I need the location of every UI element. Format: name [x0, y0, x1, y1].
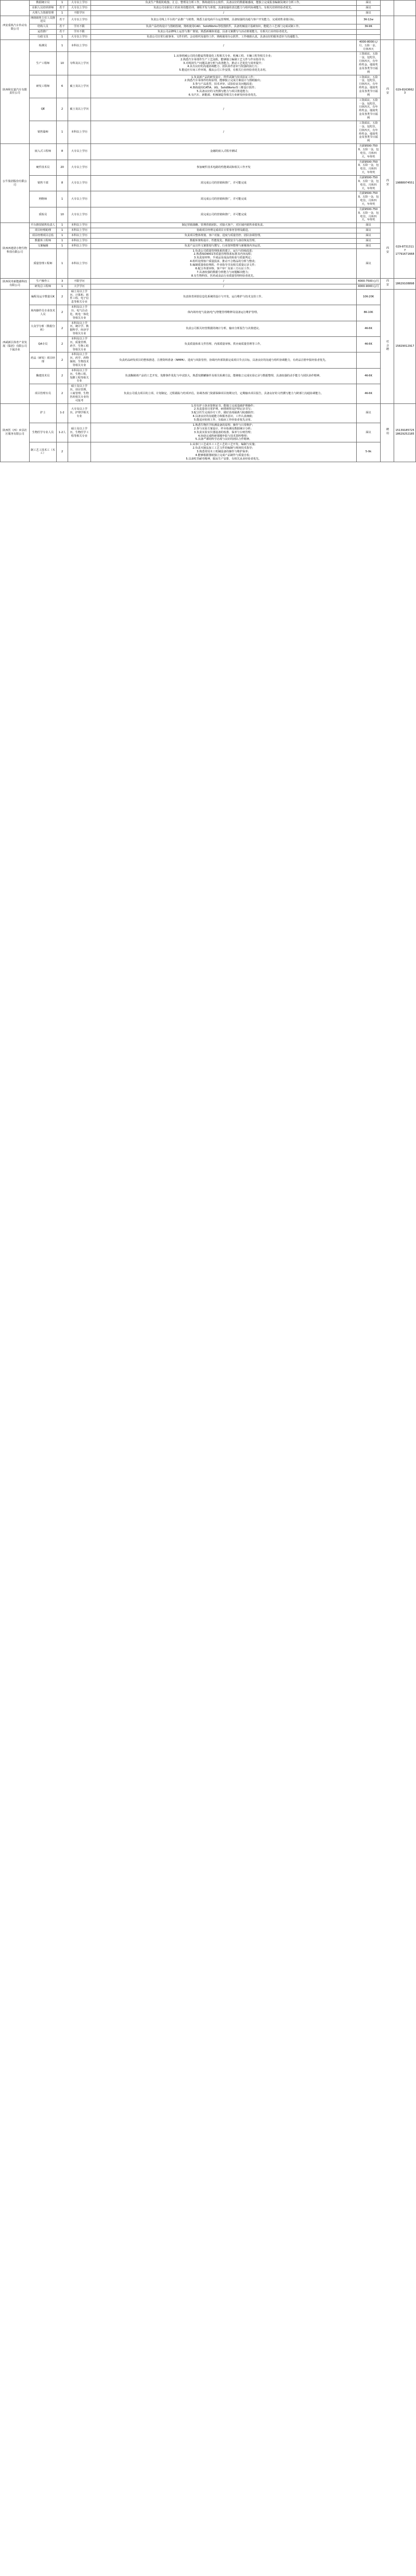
- work-location-cell: 西安: [381, 144, 394, 223]
- salary-cell: [357, 35, 381, 40]
- education-requirement-cell: 大专以上学历: [68, 1, 91, 6]
- headcount-cell: 2: [57, 368, 68, 384]
- table-row: [1, 423, 416, 442]
- headcount-cell: 1-2人: [57, 423, 68, 442]
- salary-cell: 面议: [357, 238, 381, 243]
- headcount-cell: 1: [57, 10, 68, 16]
- job-description-cell: 需完成公司的营销和推广，并可能完成: [91, 175, 357, 191]
- table-row: [1, 284, 416, 289]
- table-row: [1, 279, 416, 284]
- job-title-cell: 网络销售主任人员推送员: [30, 16, 57, 24]
- company-name-cell: 陕西同舟新能源科技有限公司: [1, 279, 30, 289]
- work-location-cell: 社会聘: [381, 289, 394, 403]
- salary-cell: 3K-12w: [357, 16, 381, 24]
- headcount-cell: 1: [57, 1, 68, 6]
- table-row: [1, 144, 416, 160]
- headcount-cell: 2: [57, 442, 68, 462]
- job-title-cell: 项目经理助理: [30, 228, 57, 233]
- job-title-cell: 数据统计员: [30, 1, 57, 6]
- salary-cell: 8K-10K: [357, 305, 381, 321]
- table-row: [1, 403, 416, 423]
- job-title-cell: 销售干部: [30, 175, 57, 191]
- education-requirement-cell: 大专以上学历: [68, 144, 91, 160]
- job-title-cell: 生产操作工: [30, 279, 57, 284]
- table-row: [1, 10, 416, 16]
- job-description-cell: /: [91, 40, 357, 52]
- table-row: [1, 175, 416, 191]
- salary-cell: 4K-6K: [357, 368, 381, 384]
- table-row: [1, 305, 416, 321]
- job-description-cell: 负责产品宣传文案策划与撰写、行业资料整理与新媒体内容运营。: [91, 243, 357, 249]
- headcount-cell: 2: [57, 305, 68, 321]
- salary-cell: 面议: [357, 233, 381, 238]
- job-description-cell: 参加硬件技术电路的性能调试和相关工作开发: [91, 160, 357, 175]
- education-requirement-cell: 本科以上学历: [68, 238, 91, 243]
- job-title-cell: 行政文员: [30, 35, 57, 40]
- job-description-cell: 负责公司日常行政事务、文件归档、会议组织及接待工作，熟练使用办公软件，工作细致认真，具备良好的服务意识与沟通能力。: [91, 35, 357, 40]
- table-row: [1, 249, 416, 279]
- education-requirement-cell: 大专以上学历: [68, 16, 91, 24]
- education-requirement-cell: 硕士及以上学历、计算机、软件工程、电子信息等相关专业: [68, 289, 91, 305]
- education-requirement-cell: [68, 442, 91, 462]
- job-description-cell: 数据库架构设计、性能优化、数据安全与备份恢复管理。: [91, 238, 357, 243]
- salary-cell: 5-9k: [357, 442, 381, 462]
- table-row: [1, 121, 416, 143]
- education-requirement-cell: 不限学历: [68, 10, 91, 16]
- table-row: [1, 289, 416, 305]
- job-description-cell: 负责体育场馆信息化系统的设计与开发、运行维护与技术支持工作。: [91, 289, 357, 305]
- job-title-cell: 结构人员: [30, 24, 57, 30]
- headcount-cell: 3: [57, 279, 68, 284]
- job-description-cell: /: [91, 279, 357, 284]
- job-title-cell: QA专员: [30, 337, 57, 352]
- job-description-cell: 1.负责公司质量管理体系的建立、运行与持续改进； 2.熟悉ISO9001等质量管理体系标准及内审流程； 3.负责原材料、半成品及成品的检验与质量判定； 4.组织处理客户质量投诉，推动不合格品的分析与整改； 5.编制质量检验规程、作业指导书及相关质量记录文件； 6.配合外部审核、客户审厂及第三方认证工作； 7.具备较强的数据分析能力与问题解决能力； 8.有生物科技、医药或食品行业质量管理经验者优先。: [91, 249, 357, 279]
- salary-cell: 4000-7500元/月: [357, 279, 381, 284]
- company-name-cell: 公牛集团股份有限公司: [1, 144, 30, 223]
- job-description-cell: 负责酶制剂产品的工艺开发、发酵条件优化与中试放大，熟悉发酵罐操作及相关检测方法，能够独立完成实验记录与数据整理，具备较强的动手能力与团队协作精神。: [91, 368, 357, 384]
- table-row: [1, 35, 416, 40]
- company-name-cell: 陕西医（西）乡县社区服务有限公司: [1, 403, 30, 462]
- job-description-cell: 负责药品研发项目的整体推进、注册资料准备（NMPA）、进度与风险管控，协调内外部资源完成项目节点目标，具备良好的沟通与组织协调能力，有药品注册申报经验者优先。: [91, 352, 357, 368]
- education-requirement-cell: 本科以上学历: [68, 249, 91, 279]
- salary-cell: 工资面议，五险一金，包吃住，月休四天，有年终奖金、绩效奖金及各类节日福利: [357, 98, 381, 121]
- job-title-cell: 护士: [30, 403, 57, 423]
- education-requirement-cell: 硕士及以上学历: [68, 98, 91, 121]
- salary-cell: 10K-20K: [357, 289, 381, 305]
- table-row: [1, 5, 416, 10]
- headcount-cell: 8: [57, 175, 68, 191]
- table-row: [1, 16, 416, 24]
- work-location-cell: [381, 16, 394, 40]
- table-row: [1, 191, 416, 207]
- education-requirement-cell: 硕士及以上学历: [68, 75, 91, 98]
- salary-cell: 月薪9500-7500，五险一金，包吃住，月休四天，年终奖: [357, 144, 381, 160]
- salary-cell: 工资面议，五险一金，包吃住，月休四天，有年终奖金、绩效奖金及各类节日福利: [357, 121, 381, 143]
- education-requirement-cell: 本科及以上学历，质量管理、药学、生物工程等相关专业: [68, 337, 91, 352]
- education-requirement-cell: 大专及以上学历，护理学相关专业: [68, 403, 91, 423]
- table-row: [1, 52, 416, 75]
- job-description-cell: /: [91, 121, 357, 143]
- headcount-cell: 1: [57, 249, 68, 279]
- headcount-cell: 2: [57, 352, 68, 368]
- table-row: [1, 243, 416, 249]
- education-requirement-cell: 硕士及以上学历，生物医学工程等相关专业: [68, 423, 91, 442]
- education-requirement-cell: 大专以上学历: [68, 5, 91, 10]
- job-title-cell: 研发总工程师: [30, 284, 57, 289]
- salary-cell: 面议: [357, 10, 381, 16]
- job-title-cell: 硬件技术员: [30, 160, 57, 175]
- job-description-cell: 负责生产数据的收集、汇总、整理及分析工作，熟练使用办公软件，具备良好的数据敏感度，能独立完成报表编制及统计分析工作。: [91, 1, 357, 6]
- job-listing-table: [0, 0, 416, 462]
- headcount-cell: 若干: [57, 5, 68, 10]
- table-row: [1, 321, 416, 336]
- salary-cell: 月薪9500-7500，五险一金，包吃住，月休四天，年终奖: [357, 175, 381, 191]
- headcount-cell: 1: [57, 228, 68, 233]
- table-row: [1, 30, 416, 35]
- job-title-cell: 在职人员培训讲师: [30, 5, 57, 10]
- job-description-cell: 制定营销战略、管理营销团队、对接大客户，对区域内销售业绩负责。: [91, 223, 357, 228]
- education-requirement-cell: 大专以上学历: [68, 160, 91, 175]
- job-description-cell: 1.熟悉生物医学检测设备的原理、操作与日常维护； 2.参与实验方案设计、样本检测及数据统计分析； 3.负责实验室仪器设备的校准、保养与台账管理； 4.协助完成科研课题申报与技术资料整理； 5.具备严谨的科学态度与良好的团队合作精神。: [91, 423, 357, 442]
- job-title-cell: 质检员: [30, 207, 57, 223]
- company-name-cell: [1, 1, 30, 16]
- education-requirement-cell: 本科及以上学历，统计学、数据科学、经济学等相关专业: [68, 321, 91, 336]
- job-description-cell: 负责公司线上平台的产品推广与销售，熟悉主流电商平台运营规则，具备较强的沟通与客户开发能力，完成销售业绩目标。: [91, 16, 357, 24]
- education-requirement-cell: 本科以上学历: [68, 233, 91, 238]
- job-description-cell: 需完成公司的营销和推广，并可能完成: [91, 191, 357, 207]
- salary-cell: 4K-6K: [357, 321, 381, 336]
- company-name-cell: 陕西西建诺小物生物科技有限公司: [1, 223, 30, 279]
- salary-cell: 4000-8000元/月，五险一金，月休四天: [357, 40, 381, 52]
- headcount-cell: 1: [57, 238, 68, 243]
- salary-cell: 4K-6K: [357, 384, 381, 403]
- headcount-cell: 1: [57, 35, 68, 40]
- table-row: [1, 238, 416, 243]
- job-title-cell: 质量管理工程师: [30, 249, 57, 279]
- work-location-cell: 西安: [381, 279, 394, 289]
- table-row: [1, 24, 416, 30]
- headcount-cell: 1: [57, 223, 68, 228]
- contact-phone-cell[interactable]: 19888974551: [394, 144, 416, 223]
- job-title-cell: 生物医学专业人员: [30, 423, 57, 442]
- salary-cell: 月薪9500-7500，五险一金，包吃住，月休四天，年终奖: [357, 160, 381, 175]
- job-description-cell: 需完成公司的营销和推广，并可能完成: [91, 207, 357, 223]
- headcount-cell: 8: [57, 144, 68, 160]
- job-title-cell: 网格师: [30, 191, 57, 207]
- education-requirement-cell: 学历不限: [68, 30, 91, 35]
- table-row: [1, 228, 416, 233]
- job-description-cell: 负责质量体系文件管理、内部质量审核、供应商质量管理等工作。: [91, 337, 357, 352]
- table-row: [1, 223, 416, 228]
- job-description-cell: 1.从事门工艺或木工工艺工艺的工艺开发、编制与实施； 2.负责木制品加工工艺文件的编制与现场技术指导； 3.熟悉常用木工机械设备的操作与维护保养； 4.能够根据图纸独立完成产品制作与质量自检； 5.具备吃苦耐劳精神，服从生产安排，有相关从业经验者优先。: [91, 442, 357, 462]
- contact-phone-cell[interactable]: [394, 1, 416, 16]
- job-description-cell: 1.负责新产品的研发设计、样件试制与技术验证工作； 2.熟悉汽车零部件结构原理，能够独立完成方案设计与图纸输出； 3.参与产品选型、技术评审、试验验证及问题改进； 4.熟练使用CATIA、UG、SolidWorks等三维设计软件； 5.具备良好的文档撰写能力与项目推进能力； 6.有汽车、新能源、机械制造等相关行业研发经验者优先。: [91, 75, 357, 98]
- salary-cell: 4K-6K: [357, 337, 381, 352]
- company-name-cell: 西安重机汽车传动有限公司: [1, 16, 30, 40]
- job-description-cell: /: [91, 284, 357, 289]
- job-description-cell: 负责产品结构设计与图纸绘制，熟练使用CAD、SolidWorks等绘图软件，具备机械设计基础知识，能配合工艺部门完成试制工作。: [91, 24, 357, 30]
- headcount-cell: 1: [57, 243, 68, 249]
- job-listing-page: [0, 0, 416, 462]
- job-description-cell: 负责公司品牌线上运营与推广策划，熟悉新媒体渠道，具备文案撰写与活动策划能力，有相关行业经验者优先。: [91, 30, 357, 35]
- job-description-cell: 协助项目经理完成项目日常事务管理及跟进。: [91, 228, 357, 233]
- contact-phone-cell[interactable]: 18629108898: [394, 279, 416, 289]
- table-row: [1, 352, 416, 368]
- salary-cell: [357, 30, 381, 35]
- work-location-cell: [381, 1, 394, 16]
- headcount-cell: 若干: [57, 24, 68, 30]
- headcount-cell: 20: [57, 160, 68, 175]
- education-requirement-cell: 不限学历: [68, 279, 91, 284]
- headcount-cell: 1: [57, 284, 68, 289]
- headcount-cell: 若干: [57, 30, 68, 35]
- salary-cell: 3K-9K: [357, 24, 381, 30]
- job-description-cell: 1.持有护士执业资格证书，能独立完成基础护理操作； 2.负责患者日常护理、病情观察及护理记录书写； 3.配合医生完成诊疗工作，做好消毒隔离与院感防控； 4.具备良好的沟通能力和服务意识，工作认真细致； 5.能适应轮班工作，有临床工作经验者优先录用。: [91, 403, 357, 423]
- job-description-cell: 1.从事机械公司的功能属性能量化工程相关专业、机械工程、车辆工程等相关专业； 2.熟悉汽车零部件生产工艺流程，能够独立编制工艺文件与作业指导书； 3.对现场生产问题具备分析与改善能力，推动工艺优化与效率提升； 4.具有良好的沟通协调能力、团队协作意识与较强的执行力； 5.能适应车间工作环境，服从公司工作安排，有相关行业经验者优先录用。: [91, 52, 357, 75]
- contact-phone-cell[interactable]: 15829012917: [394, 289, 416, 403]
- headcount-cell: 2: [57, 321, 68, 336]
- headcount-cell: 6: [57, 75, 68, 98]
- job-title-cell: QE: [30, 98, 57, 121]
- job-title-cell: 文案编辑: [30, 243, 57, 249]
- job-description-cell: /: [91, 10, 357, 16]
- headcount-cell: 10: [57, 52, 68, 75]
- contact-phone-cell[interactable]: [394, 16, 416, 40]
- headcount-cell: 若干: [57, 16, 68, 24]
- job-description-cell: 负责项目整体规划、客户对接、进度与质量管控、团队协调管理。: [91, 233, 357, 238]
- headcount-cell: 2: [57, 384, 68, 403]
- education-requirement-cell: 本科及以上学历、电气自动化、机电一体化等相关专业: [68, 305, 91, 321]
- job-description-cell: 负责公司重点项目的立项、计划制定、过程跟踪与结项评估，协调各部门资源保障项目按期交付，定期输出项目报告，具备良好的文档撰写能力与跨部门沟通协调能力。: [91, 384, 357, 403]
- salary-cell: 4000-9000元/月: [357, 284, 381, 289]
- job-title-cell: 销售篇师: [30, 121, 57, 143]
- headcount-cell: 2: [57, 289, 68, 305]
- job-description-cell: 金融的嵌入式程序测试: [91, 144, 357, 160]
- headcount-cell: 2: [57, 337, 68, 352]
- job-title-cell: 酶建技术员: [30, 368, 57, 384]
- education-requirement-cell: 硕士及以上学历，项目管理、工商管理、生物医药相关专业均可报考: [68, 384, 91, 403]
- education-requirement-cell: 本科以上学历: [68, 228, 91, 233]
- contact-phone-cell[interactable]: 15139185725 18629252185: [394, 403, 416, 462]
- education-requirement-cell: 本科及以上学历，药学、药物制剂、生物技术等相关专业: [68, 352, 91, 368]
- education-requirement-cell: 大专以上学历: [68, 207, 91, 223]
- education-requirement-cell: 大专以上学历: [68, 191, 91, 207]
- contact-phone-cell[interactable]: 029-81636623: [394, 40, 416, 143]
- table-row: [1, 384, 416, 403]
- salary-cell: 工资面议，五险一金，包吃住，月休四天，有年终奖金、绩效奖金及各类节日福利: [357, 52, 381, 75]
- headcount-cell: 2: [57, 98, 68, 121]
- job-title-cell: 药品（研发）项目经理: [30, 352, 57, 368]
- table-row: [1, 98, 416, 121]
- job-title-cell: 数据库工程师: [30, 238, 57, 243]
- salary-cell: 月薪9500-7500，五险一金，包吃住，月休四天，年终奖: [357, 207, 381, 223]
- headcount-cell: 1: [57, 121, 68, 143]
- job-description-cell: 负责公司在职员工的业务技能培训、课程开发与讲授，具备较强的表达能力与组织协调能力，有相关培训经验者优先。: [91, 5, 357, 10]
- education-requirement-cell: 本科以上学历: [68, 40, 91, 52]
- company-name-cell: 西咸新区体育产业发展（集团）有限公司下属企业: [1, 289, 30, 403]
- job-title-cell: 大理人力资源管理: [30, 10, 57, 16]
- job-title-cell: 生产工程师: [30, 52, 57, 75]
- salary-cell: 面议: [357, 5, 381, 10]
- salary-cell: 工资面议，五险一金，包吃住，月休四天，有年终奖金、绩效奖金及各类节日福利: [357, 75, 381, 98]
- table-row: [1, 40, 416, 52]
- education-requirement-cell: 大专以上学历: [68, 35, 91, 40]
- salary-cell: 面议: [357, 228, 381, 233]
- table-row: [1, 368, 416, 384]
- job-title-cell: 大众学分析（数据分析）: [30, 321, 57, 336]
- work-location-cell: 西安: [381, 223, 394, 279]
- job-title-cell: 嵌入式工程师: [30, 144, 57, 160]
- job-description-cell: 负责公司相关经营数据的统计分析，输出分析报告与决策建议。: [91, 321, 357, 336]
- salary-cell: 面议: [357, 423, 381, 442]
- education-requirement-cell: 本科以上学历: [68, 121, 91, 143]
- job-description-cell: 体内场内电气设备/电气/智能管理维修及设备运行维护管理。: [91, 305, 357, 321]
- salary-cell: [357, 352, 381, 368]
- work-location-cell: 西安: [381, 40, 394, 143]
- salary-cell: 面议: [357, 223, 381, 228]
- job-title-cell: 运营推广: [30, 30, 57, 35]
- salary-cell: 面议: [357, 1, 381, 6]
- headcount-cell: 1: [57, 40, 68, 52]
- job-title-cell: 平台推技销售负责人: [30, 223, 57, 228]
- contact-phone-cell[interactable]: 029-87313117 17791671668: [394, 223, 416, 279]
- salary-cell: 面议: [357, 243, 381, 249]
- company-name-cell: 陕西和宏嘉汽车有限责任公司: [1, 40, 30, 143]
- table-row: [1, 207, 416, 223]
- job-title-cell: 研发工程师: [30, 75, 57, 98]
- job-description-cell: /: [91, 98, 357, 121]
- table-row: [1, 233, 416, 238]
- headcount-cell: 1: [57, 233, 68, 238]
- headcount-cell: 1-2: [57, 403, 68, 423]
- education-requirement-cell: 大专以上学历: [68, 175, 91, 191]
- table-row: [1, 75, 416, 98]
- education-requirement-cell: 本科及以上学历、生物工程、发酵工程等相关专业: [68, 368, 91, 384]
- education-requirement-cell: 本科以上学历: [68, 223, 91, 228]
- salary-cell: 面议: [357, 403, 381, 423]
- education-requirement-cell: 专科及以上学历: [68, 52, 91, 75]
- job-title-cell: 制工艺工技术工（木工）: [30, 442, 57, 462]
- table-row: [1, 160, 416, 175]
- table-body: [1, 1, 416, 462]
- work-location-cell: 聘用: [381, 403, 394, 462]
- education-requirement-cell: 大学学历: [68, 284, 91, 289]
- job-title-cell: 项目管理专员: [30, 384, 57, 403]
- table-row: [1, 442, 416, 462]
- education-requirement-cell: 学历不限: [68, 24, 91, 30]
- headcount-cell: 10: [57, 207, 68, 223]
- job-title-cell: 场内操作员专业技术人员: [30, 305, 57, 321]
- job-title-cell: 检测员: [30, 40, 57, 52]
- headcount-cell: 1: [57, 191, 68, 207]
- salary-cell: 月薪9500-7500，五险一金，包吃住，月休四天，年终奖: [357, 191, 381, 207]
- salary-cell: 面议: [357, 249, 381, 279]
- table-row: [1, 1, 416, 6]
- job-title-cell: 编程及运字数量员K: [30, 289, 57, 305]
- job-title-cell: 项目经理项目总监: [30, 233, 57, 238]
- education-requirement-cell: 本科以上学历: [68, 243, 91, 249]
- table-row: [1, 337, 416, 352]
